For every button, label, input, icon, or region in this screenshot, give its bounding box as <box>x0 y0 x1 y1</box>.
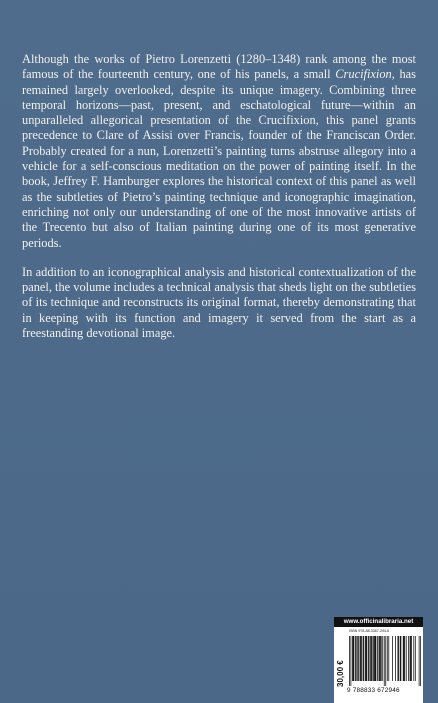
barcode-bar <box>376 636 377 681</box>
barcode-bar <box>360 636 361 681</box>
barcode-bar <box>395 636 396 681</box>
barcode-bar <box>387 636 388 681</box>
barcode-bar <box>354 636 355 681</box>
barcode-bar <box>355 636 356 681</box>
blurb-paragraph-1 <box>22 52 416 251</box>
barcode-bar <box>374 636 375 681</box>
barcode-bar <box>366 636 367 681</box>
barcode-bar <box>408 636 409 681</box>
blurb-paragraph-1-lead: Although the works of Pietro Lorenzetti (1280–1348) rank among the most famous of the fourteenth century, one of his panels, a small <box>22 52 416 82</box>
barcode-bar <box>413 636 414 681</box>
barcode-bar <box>363 636 364 681</box>
barcode-bar <box>352 636 353 681</box>
barcode-bar <box>351 636 352 686</box>
barcode-bar <box>401 636 402 681</box>
barcode-bar <box>365 636 366 681</box>
barcode-bar <box>388 636 389 681</box>
barcode-bar <box>357 636 358 681</box>
barcode-bar <box>369 636 370 681</box>
barcode-bar <box>398 636 399 681</box>
price-label: 30,00 € <box>336 660 345 687</box>
barcode-bar <box>411 636 412 681</box>
barcode-bar <box>410 636 411 681</box>
publisher-url: www.officinalibraria.net <box>334 617 423 627</box>
barcode-bar <box>349 636 350 686</box>
barcode-bar <box>415 636 416 681</box>
barcode-bar <box>370 636 371 681</box>
barcode-bar <box>356 636 357 681</box>
barcode-bar <box>375 636 376 681</box>
barcode-bar <box>406 636 407 681</box>
barcode-bar <box>358 636 359 681</box>
barcode-bar <box>403 636 404 681</box>
barcode-bar <box>360 636 361 681</box>
barcode-bar <box>382 636 383 681</box>
barcode-bar <box>363 636 364 681</box>
barcode-bar <box>372 636 373 681</box>
blurb-paragraph-2: In addition to an iconographical analysis and historical contextualization of the panel, the volume includes a technical analysis that sheds light on the subtleties of its technique and reconstructs its original format, thereby demonstrating that in keeping with its function and imagery it served from the start as a freestanding devotional image. <box>22 264 416 341</box>
barcode-bar <box>420 636 421 686</box>
barcode-bar <box>410 636 411 681</box>
barcode-bar <box>361 636 362 681</box>
blurb-paragraph-1-rest: , has remained largely overlooked, despite its unique imagery. Combining three temporal horizons—past, present, and eschatological future—within an unparalleled allegorical presentation of the Crucifixion, this panel grants precedence to Clare of Assisi over Francis, founder of the Franciscan Order. Probably created for a nun, Lorenzetti’s painting turns abstruse allegory into a vehicle for a self-conscious meditation on the power of painting itself. In the book, Jeffrey F. Hamburger explores the historical context of this panel as well as the subtleties of Pietro’s painting technique and iconographic imagination, enriching not only our understanding of one of the most innovative artists of the Trecento but also of Italian painting during one of its most generative periods. <box>22 67 417 250</box>
barcode-bar <box>384 636 385 686</box>
barcode-block <box>334 617 423 703</box>
barcode-bar <box>371 636 372 681</box>
barcode-bar <box>381 636 382 681</box>
barcode-bar <box>404 636 405 681</box>
isbn-small-text: ISBN 978-88-3367-294-6 <box>349 629 390 633</box>
barcode-bar <box>373 636 374 681</box>
barcode-bar <box>366 636 367 681</box>
barcode-bar <box>380 636 381 681</box>
barcode-digits: 9 788833 672946 <box>347 687 400 694</box>
barcode-icon <box>349 636 421 686</box>
barcode-bar <box>377 636 378 681</box>
barcode-bar <box>353 636 354 681</box>
barcode-bar <box>392 636 393 681</box>
barcode-bar <box>385 636 386 686</box>
barcode-bar <box>379 636 380 681</box>
blurb-title-italic: Crucifixion <box>335 67 392 82</box>
barcode-bar <box>419 636 420 686</box>
barcode-bar <box>379 636 380 681</box>
blurb-text <box>22 52 416 355</box>
barcode-bar <box>368 636 369 681</box>
barcode-bar <box>400 636 401 681</box>
barcode-bar <box>398 636 399 681</box>
barcode-bar <box>404 636 405 681</box>
